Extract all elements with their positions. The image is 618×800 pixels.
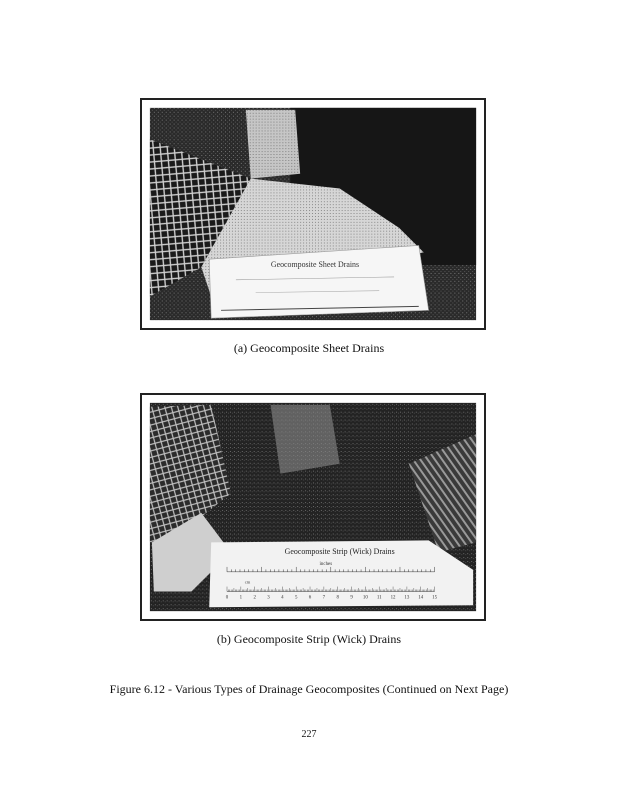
ruler-cm-tick-label: 1 — [239, 595, 243, 601]
ruler-cm-label: cm — [244, 579, 251, 585]
ruler-cm-tick-label: 12 — [390, 595, 396, 601]
ruler-cm-tick-label: 9 — [350, 595, 353, 601]
caption-b: (b) Geocomposite Strip (Wick) Drains — [216, 632, 402, 646]
ruler-cm-tick-label: 13 — [404, 595, 410, 601]
figure-caption: Figure 6.12 - Various Types of Drainage Geocomposites (Continued on Next Page) — [109, 682, 509, 696]
photo-geocomposite-strip-drains — [140, 393, 486, 621]
photo-a-label-text: Geocomposite Sheet Drains — [270, 260, 360, 270]
ruler-inches-label: inches — [319, 561, 333, 567]
ruler-cm-tick-label: 6 — [308, 595, 312, 601]
ruler-cm-tick-label: 4 — [281, 595, 284, 601]
photo-b-label-title: Geocomposite Strip (Wick) Drains — [284, 547, 395, 557]
ruler-cm-tick-label: 0 — [225, 595, 229, 601]
caption-a: (a) Geocomposite Sheet Drains — [233, 341, 385, 355]
photo-b-image — [142, 395, 484, 619]
ruler-cm-tick-label: 11 — [376, 595, 382, 601]
ruler-cm-tick-label: 10 — [362, 595, 368, 601]
photo-a-image — [142, 100, 484, 328]
ruler-cm-tick-label: 15 — [432, 595, 438, 601]
ruler-cm-tick-label: 5 — [294, 595, 298, 601]
ruler-cm-tick-label: 7 — [322, 595, 326, 601]
ruler-cm-tick-label: 8 — [336, 595, 339, 601]
ruler-cm-tick-label: 3 — [267, 595, 270, 601]
ruler-cm-tick-label: 14 — [418, 595, 424, 601]
page-number: 227 — [301, 729, 317, 740]
photo-geocomposite-sheet-drains — [140, 98, 486, 330]
ruler-cm-tick-label: 2 — [253, 595, 256, 601]
